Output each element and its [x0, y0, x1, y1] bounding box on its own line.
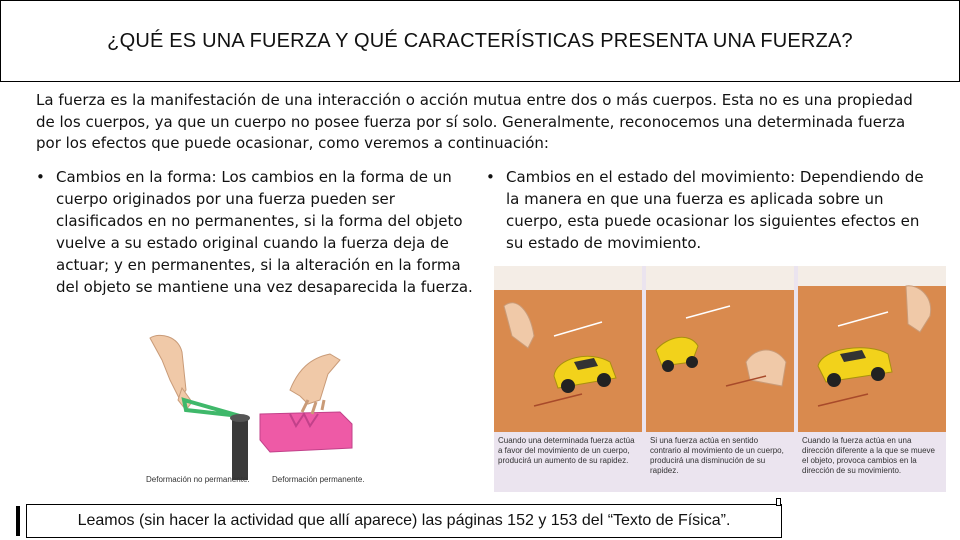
title-box — [0, 0, 960, 82]
bullet-text: Cambios en la forma: Los cambios en la forma de un cuerpo originados por una fuerza pueden ser clasificados en no permanentes, si la forma del objeto vuelve a su estado original cuando la fuerza deja de actuar; y en permanentes, si la alteración en la forma del objeto se mantiene una vez desaparecida la fuerza. — [56, 168, 473, 296]
photo-speed-up — [494, 266, 642, 432]
deformation-illustration — [140, 330, 370, 490]
bullet-dot: • — [36, 168, 45, 186]
caption-change-direction: Cuando la fuerza actúa en una dirección diferente a la que se mueve el objeto, provoca cambios en la dirección de su movimiento. — [802, 436, 935, 475]
bullet-shape-changes — [36, 166, 476, 298]
caption-permanent: Deformación permanente. — [272, 475, 365, 484]
photo-change-direction — [798, 266, 946, 432]
right-column — [486, 166, 936, 254]
motion-illustration — [494, 266, 946, 492]
deformation-drawing — [140, 330, 370, 490]
footer-left-marker — [16, 506, 20, 536]
footer-box — [26, 504, 782, 538]
page-title: ¿QUÉ ES UNA FUERZA Y QUÉ CARACTERÍSTICAS PRESENTA UNA FUERZA? — [107, 29, 853, 52]
bullet-motion-changes — [486, 166, 936, 254]
bullet-dot: • — [486, 168, 495, 186]
caption-non-permanent: Deformación no permanente. — [146, 475, 250, 484]
caption-speed-up: Cuando una determinada fuerza actúa a favor del movimiento de un cuerpo, producirá un aumento de su rapidez. — [498, 436, 635, 465]
photo-slow-down — [646, 266, 794, 432]
footer-text: Leamos (sin hacer la actividad que allí aparece) las páginas 152 y 153 del “Texto de Física”. — [77, 512, 731, 529]
intro-paragraph: La fuerza es la manifestación de una interacción o acción mutua entre dos o más cuerpos. Esta no es una propiedad de los cuerpos, ya que un cuerpo no posee fuerza por sí solo. Generalmente, reconocemos una determinada fuerza por los efectos que puede ocasionar, como veremos a continuación: — [36, 91, 913, 152]
bullet-text: Cambios en el estado del movimiento: Dependiendo de la manera en que una fuerza es aplicada sobre un cuerpo, esta puede ocasionar los siguientes efectos en su estado de movimiento. — [506, 168, 924, 252]
footer-right-handle — [776, 498, 781, 506]
left-column — [36, 166, 476, 298]
caption-slow-down: Si una fuerza actúa en sentido contrario al movimiento de un cuerpo, producirá una disminución de su rapidez. — [650, 436, 784, 475]
